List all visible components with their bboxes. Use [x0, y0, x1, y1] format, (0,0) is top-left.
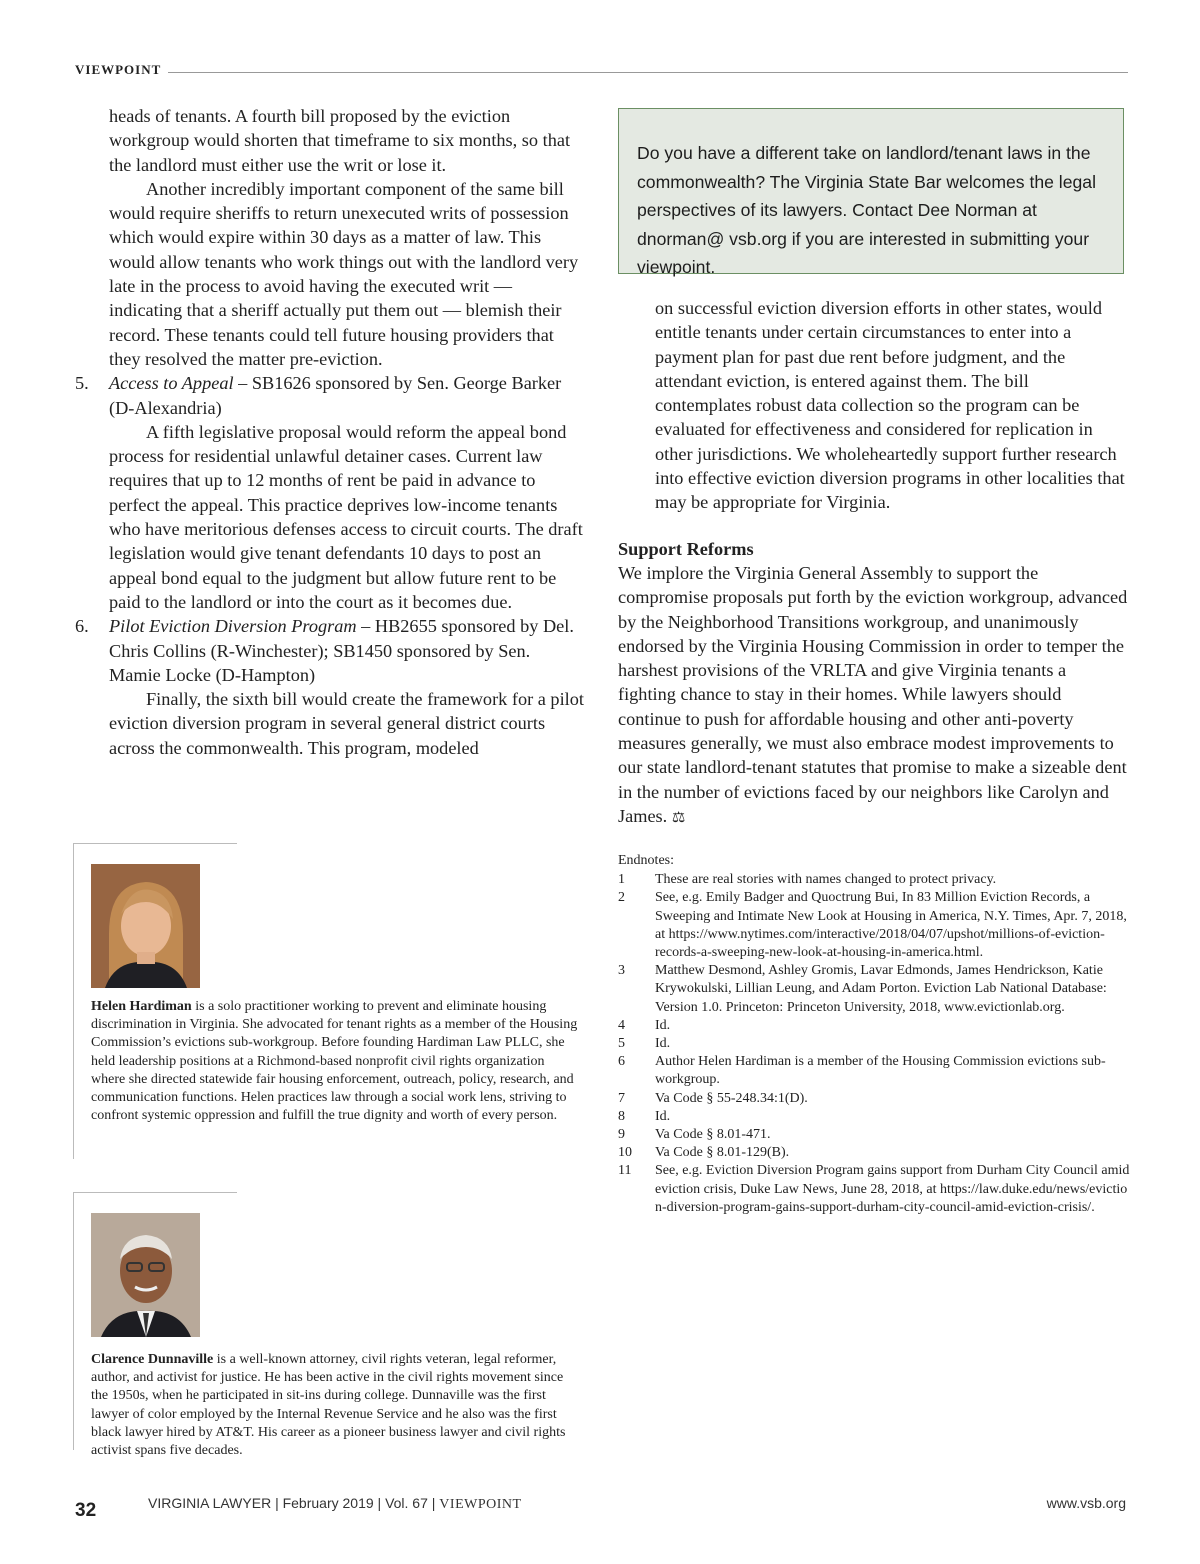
endnote-item: 5 Id.: [618, 1036, 671, 1052]
author-name: Clarence Dunnaville: [91, 1352, 214, 1367]
endnote-item: 10 Va Code § 8.01-129(B).: [618, 1145, 790, 1161]
author-photo-helen-hardiman: [91, 864, 200, 988]
paragraph: on successful eviction diversion efforts in other states, would entitle tenants under certain circumstances to enter into a payment plan for past due rent before judgment, and the attendant eviction, is entered against them. The bill contemplates robust data collection so the program can be evaluated for effectiveness and considered for replication in other jurisdictions. We wholeheartedly support further research into effective eviction diversion programs in other localities that may be appropriate for Virginia.: [655, 298, 1125, 513]
viewpoint-callout-box: [618, 108, 1124, 277]
bill-title: Access to Appeal: [109, 373, 234, 394]
left-column: [75, 104, 585, 760]
website-link[interactable]: www.vsb.org: [1046, 1495, 1126, 1511]
author-photo-clarence-dunnaville: [91, 1213, 200, 1337]
endnote-item: 3 Matthew Desmond, Ashley Gromis, Lavar Edmonds, James Hendrickson, Katie Krywokulski, Lillian Leung, and Adam Porton. Eviction Lab National Database: Version 1.0. Princeton: Princeton University, 2018, www.evictionlab.org.: [618, 963, 1107, 1015]
bio-frame-rule: [73, 843, 237, 844]
section-heading: Support Reforms: [618, 538, 754, 559]
bio-frame-rule: [73, 843, 74, 1159]
endnote-item: 1 These are real stories with names changed to protect privacy.: [618, 872, 997, 888]
scales-icon: ⚖: [671, 809, 686, 826]
endnotes-title: Endnotes:: [618, 853, 674, 868]
endnote-item: 6 Author Helen Hardiman is a member of the Housing Commission evictions sub-workgroup.: [618, 1054, 1106, 1088]
callout-text: Do you have a different take on landlord/tenant laws in the commonwealth? The Virginia State Bar welcomes the legal perspectives of its lawyers. Contact Dee Norman at dnorman@ vsb.org if you are interested in submitting your viewpoint.: [637, 143, 1096, 277]
page-number: 32: [75, 1500, 97, 1521]
author-bio: [91, 998, 579, 1125]
bio-text: is a solo practitioner working to prevent and eliminate housing discrimination in Virginia. She advocated for tenant rights as a member of the Housing Commission’s evictions sub-workgroup. Before founding Hardiman Law PLLC, she held leadership positions at a Richmond-based nonprofit civil rights organization where she directed statewide fair housing enforcement, outreach, policy, research, and communication functions. Helen practices law through a social work lens, striving to confront systemic oppression and fulfill the true dignity and worth of every person.: [91, 999, 578, 1124]
bio-text: is a well-known attorney, civil rights veteran, legal reformer, author, and activist for justice. He has been active in the civil rights movement since the 1950s, when he participated in sit-ins during college. Dunnaville was the first lawyer of color employed by the Internal Revenue Service and he also was the first black lawyer hired by AT&T. His career as a pioneer business lawyer and civil rights activist spans five decades.: [91, 1352, 566, 1459]
paragraph: heads of tenants. A fourth bill proposed by the eviction workgroup would shorten that timeframe to six months, so that the landlord must either use the writ or lose it.: [109, 106, 571, 175]
paragraph: A fifth legislative proposal would reform the appeal bond process for residential unlawful detainer cases. Current law requires that up to 12 months of rent be paid in advance to perfect the appeal. This practice deprives low-income tenants who have meritorious defenses access to circuit courts. The draft legislation would give tenant defendants 10 days to post an appeal bond equal to the judgment but allow future rent to be paid to the landlord or into the court as it becomes due.: [109, 421, 583, 612]
list-item: [75, 371, 585, 614]
bio-frame-rule: [73, 1192, 74, 1450]
endnote-item: 2 See, e.g. Emily Badger and Quoctrung Bui, In 83 Million Eviction Records, a Sweeping and Intimate New Look at Housing in America, N.Y. Times, Apr. 7, 2018, at https://www.nytimes.com/interactive/2018/04/07/upshot/millions-of-eviction-records-a-sweeping-new-look-at-housing-in-america.html.: [618, 890, 1127, 961]
bill-sponsors: – HB2655 sponsored by Del. Chris Collins (R-Winchester); SB1450 sponsored by Sen. Mamie Locke (D-Hampton): [109, 616, 574, 685]
paragraph: Finally, the sixth bill would create the framework for a pilot eviction diversion program in several general district courts across the commonwealth. This program, modeled: [109, 689, 584, 758]
endnote-item: 8 Id.: [618, 1108, 671, 1124]
paragraph: We implore the Virginia General Assembly to support the compromise proposals put forth by the eviction workgroup, advanced by the Neighborhood Transitions workgroup, and unanimously endorsed by the Virginia Housing Commission in order to temper the harshest provisions of the VRLTA and give Virginia tenants a fighting chance to stay in their homes. While lawyers should continue to push for affordable housing and other anti-poverty measures generally, we must also embrace modest improvements to our state landlord-tenant statutes that promise to make a sizeable dent in the number of evictions faced by our neighbors like Carolyn and James. ⚖: [618, 562, 1128, 826]
endnote-item: 11 See, e.g. Eviction Diversion Program gains support from Durham City Council amid eviction crisis, Duke Law News, June 28, 2018, at https://law.duke.edu/news/eviction-diversion-program-gains-support-durham-city-council-amid-eviction-crisis/.: [618, 1163, 1130, 1215]
list-item: [75, 614, 585, 760]
bill-title: Pilot Eviction Diversion Program: [109, 616, 357, 637]
list-number: 5.: [75, 373, 89, 394]
paragraph: Another incredibly important component of the same bill would require sheriffs to return unexecuted writs of possession which would expire within 30 days as a matter of law. This would allow tenants who work things out with the landlord very late in the process to avoid having the executed writ — indicating that a sheriff actually put them out — blemish their record. These tenants could tell future housing providers that they resolved the matter pre-eviction.: [109, 178, 579, 369]
endnote-item: 7 Va Code § 55-248.34:1(D).: [618, 1090, 808, 1106]
publication-info: VIRGINIA LAWYER | February 2019 | Vol. 67 | VIEWPOINT: [148, 1495, 522, 1512]
endnote-item: 9 Va Code § 8.01-471.: [618, 1127, 771, 1143]
right-column: [618, 296, 1128, 830]
author-name: Helen Hardiman: [91, 999, 192, 1014]
list-item-title: [109, 614, 585, 687]
bill-sponsors: – SB1626 sponsored by Sen. George Barker (D-Alexandria): [109, 373, 562, 418]
endnote-item: 4 Id.: [618, 1017, 671, 1033]
bio-frame-rule: [73, 1192, 237, 1193]
header-rule: [168, 72, 1128, 73]
endnotes: [618, 852, 1130, 1217]
list-number: 6.: [75, 616, 89, 637]
list-item-title: [109, 371, 585, 420]
section-header: VIEWPOINT: [75, 62, 162, 77]
footer-section: VIEWPOINT: [439, 1497, 522, 1512]
author-bio: [91, 1351, 579, 1460]
